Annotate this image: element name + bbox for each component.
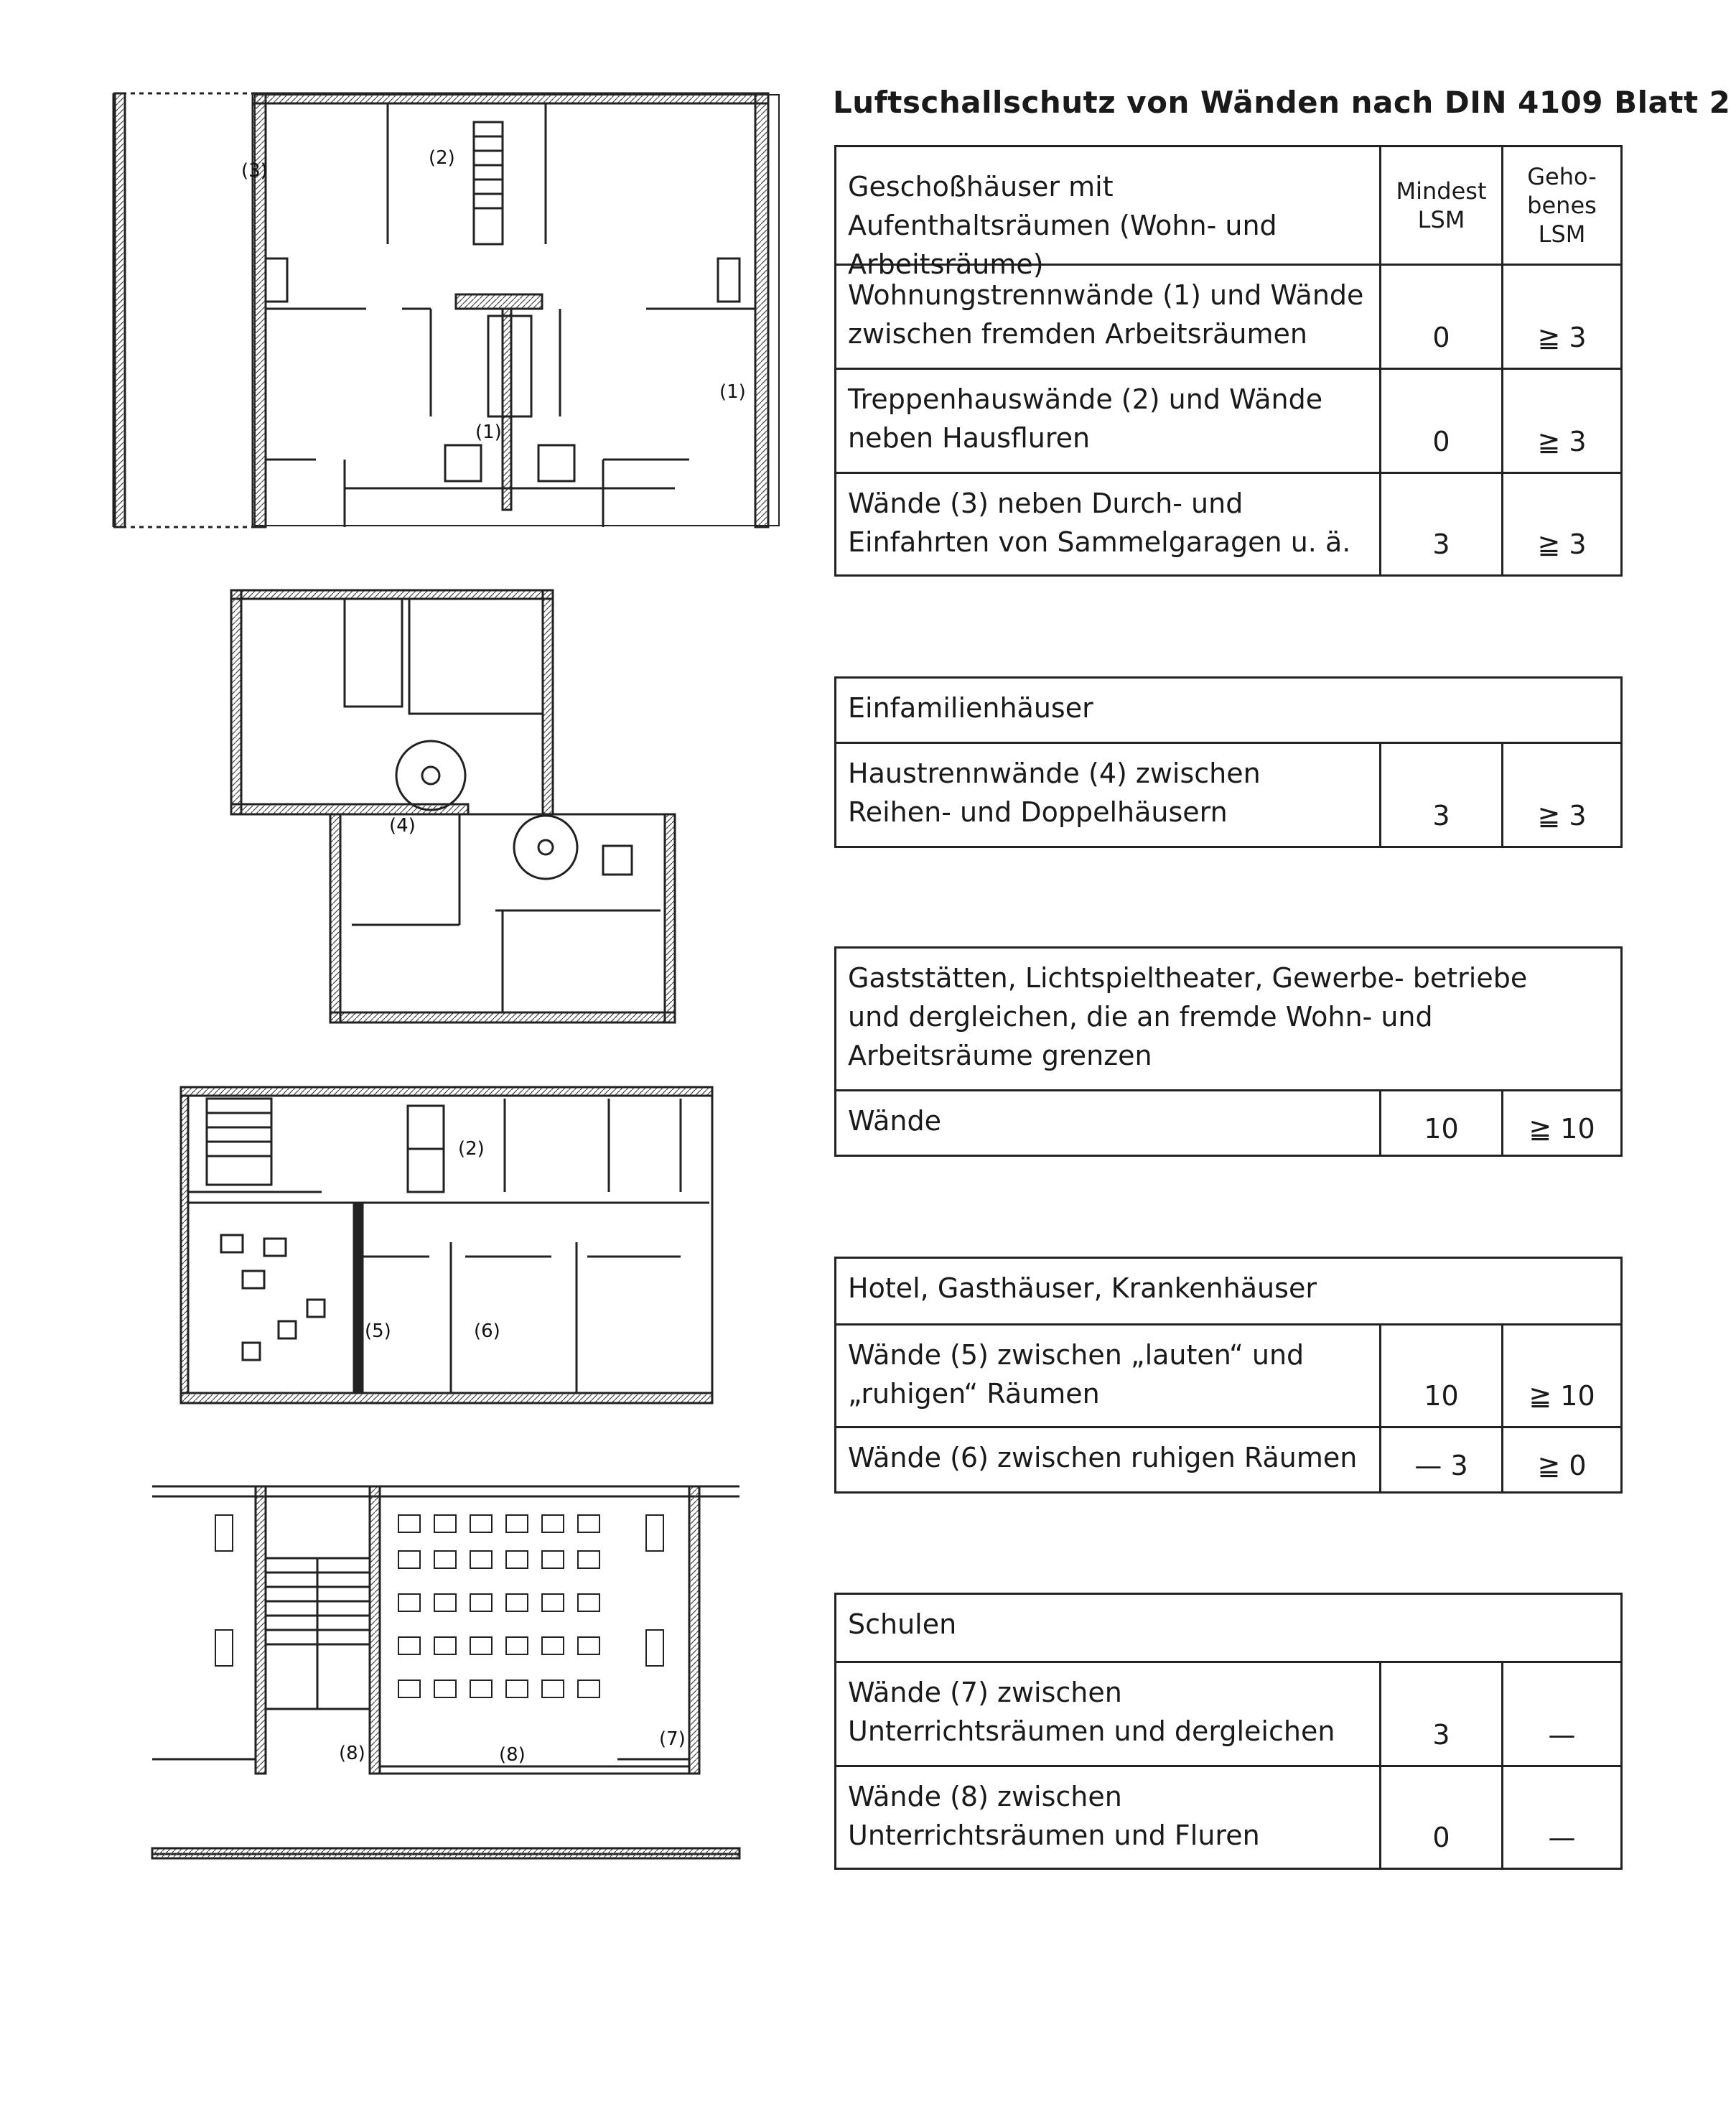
plan-label: (2) — [429, 147, 455, 169]
column-header-gehobenes: Geho- benes LSM — [1501, 147, 1620, 264]
desk-grid — [215, 1515, 663, 1697]
table-einfamilienhaeuser — [834, 676, 1623, 848]
page-title: Luftschallschutz von Wänden nach DIN 4109 Blatt 2 — [833, 85, 1731, 120]
plan-label: (5) — [365, 1320, 391, 1342]
table-row-high: ≧ 3 — [1501, 266, 1620, 368]
table-row-high: ≧ 10 — [1501, 1091, 1620, 1155]
table-row-label: Wände (8) zwischen Unterrichtsräumen und Fluren — [848, 1781, 1260, 1851]
table-row-label: Wände (3) neben Durch- und Einfahrten von Sammelgaragen u. ä. — [848, 488, 1351, 558]
table-row-min: 0 — [1379, 266, 1501, 368]
table-schulen — [834, 1593, 1623, 1870]
table-row-high: ≧ 3 — [1501, 474, 1620, 574]
table-row-label: Treppenhauswände (2) und Wände neben Hausfluren — [848, 383, 1323, 454]
table-row-label: Wände (6) zwischen ruhigen Räumen — [848, 1442, 1358, 1473]
plan-label: (2) — [458, 1138, 485, 1160]
table-row-min: 3 — [1379, 474, 1501, 574]
plan-label: (8) — [339, 1743, 365, 1764]
table-header-label: Hotel, Gasthäuser, Krankenhäuser — [848, 1272, 1317, 1304]
table-gaststaetten — [834, 946, 1623, 1157]
floor-plan-school — [151, 1472, 747, 1874]
plan-label: (7) — [659, 1728, 686, 1750]
table-geschosshaeuser — [834, 145, 1623, 577]
table-row-label: Wände (5) zwischen „lauten“ und „ruhigen“ Räumen — [848, 1339, 1305, 1410]
table-header-label: Geschoßhäuser mit Aufenthaltsräumen (Wohn- und Arbeitsräume) — [848, 171, 1277, 280]
table-row-min: — 3 — [1379, 1428, 1501, 1491]
table-hotel — [834, 1257, 1623, 1494]
floor-plan-apartment — [101, 86, 790, 546]
table-row-min: 0 — [1379, 1767, 1501, 1868]
plan-label: (8) — [499, 1744, 526, 1766]
table-row-min: 10 — [1379, 1091, 1501, 1155]
table-row-label: Wände (7) zwischen Unterrichtsräumen und dergleichen — [848, 1677, 1335, 1747]
plan-label: (6) — [474, 1320, 500, 1342]
table-row-min: 3 — [1379, 744, 1501, 846]
table-header-label: Schulen — [848, 1608, 957, 1640]
table-row-label: Wohnungstrennwände (1) und Wände zwischen fremden Arbeitsräumen — [848, 279, 1364, 350]
plan-label: (1) — [475, 421, 502, 443]
table-row-high: ≧ 10 — [1501, 1326, 1620, 1426]
plan-label: (4) — [389, 815, 416, 837]
table-row-min: 0 — [1379, 370, 1501, 472]
floor-plan-house — [230, 587, 682, 1033]
table-header-label: Gaststätten, Lichtspieltheater, Gewerbe- betriebe und dergleichen, die an fremde Wohn- und Arbeitsräume grenzen — [848, 962, 1528, 1071]
table-row-min: 10 — [1379, 1326, 1501, 1426]
table-row-high: — — [1501, 1663, 1620, 1765]
table-header-label: Einfamilienhäuser — [848, 692, 1093, 724]
table-row-high: — — [1501, 1767, 1620, 1868]
column-header-mindest: Mindest LSM — [1379, 147, 1501, 264]
plan-label: (3) — [241, 160, 268, 182]
table-row-high: ≧ 0 — [1501, 1428, 1620, 1491]
table-row-min: 3 — [1379, 1663, 1501, 1765]
table-row-label: Haustrennwände (4) zwischen Reihen- und Doppelhäusern — [848, 758, 1261, 828]
table-row-high: ≧ 3 — [1501, 744, 1620, 846]
floor-plan-hotel — [178, 1084, 724, 1415]
table-row-label: Wände — [848, 1105, 942, 1137]
table-row-high: ≧ 3 — [1501, 370, 1620, 472]
plan-label: (1) — [719, 381, 746, 403]
